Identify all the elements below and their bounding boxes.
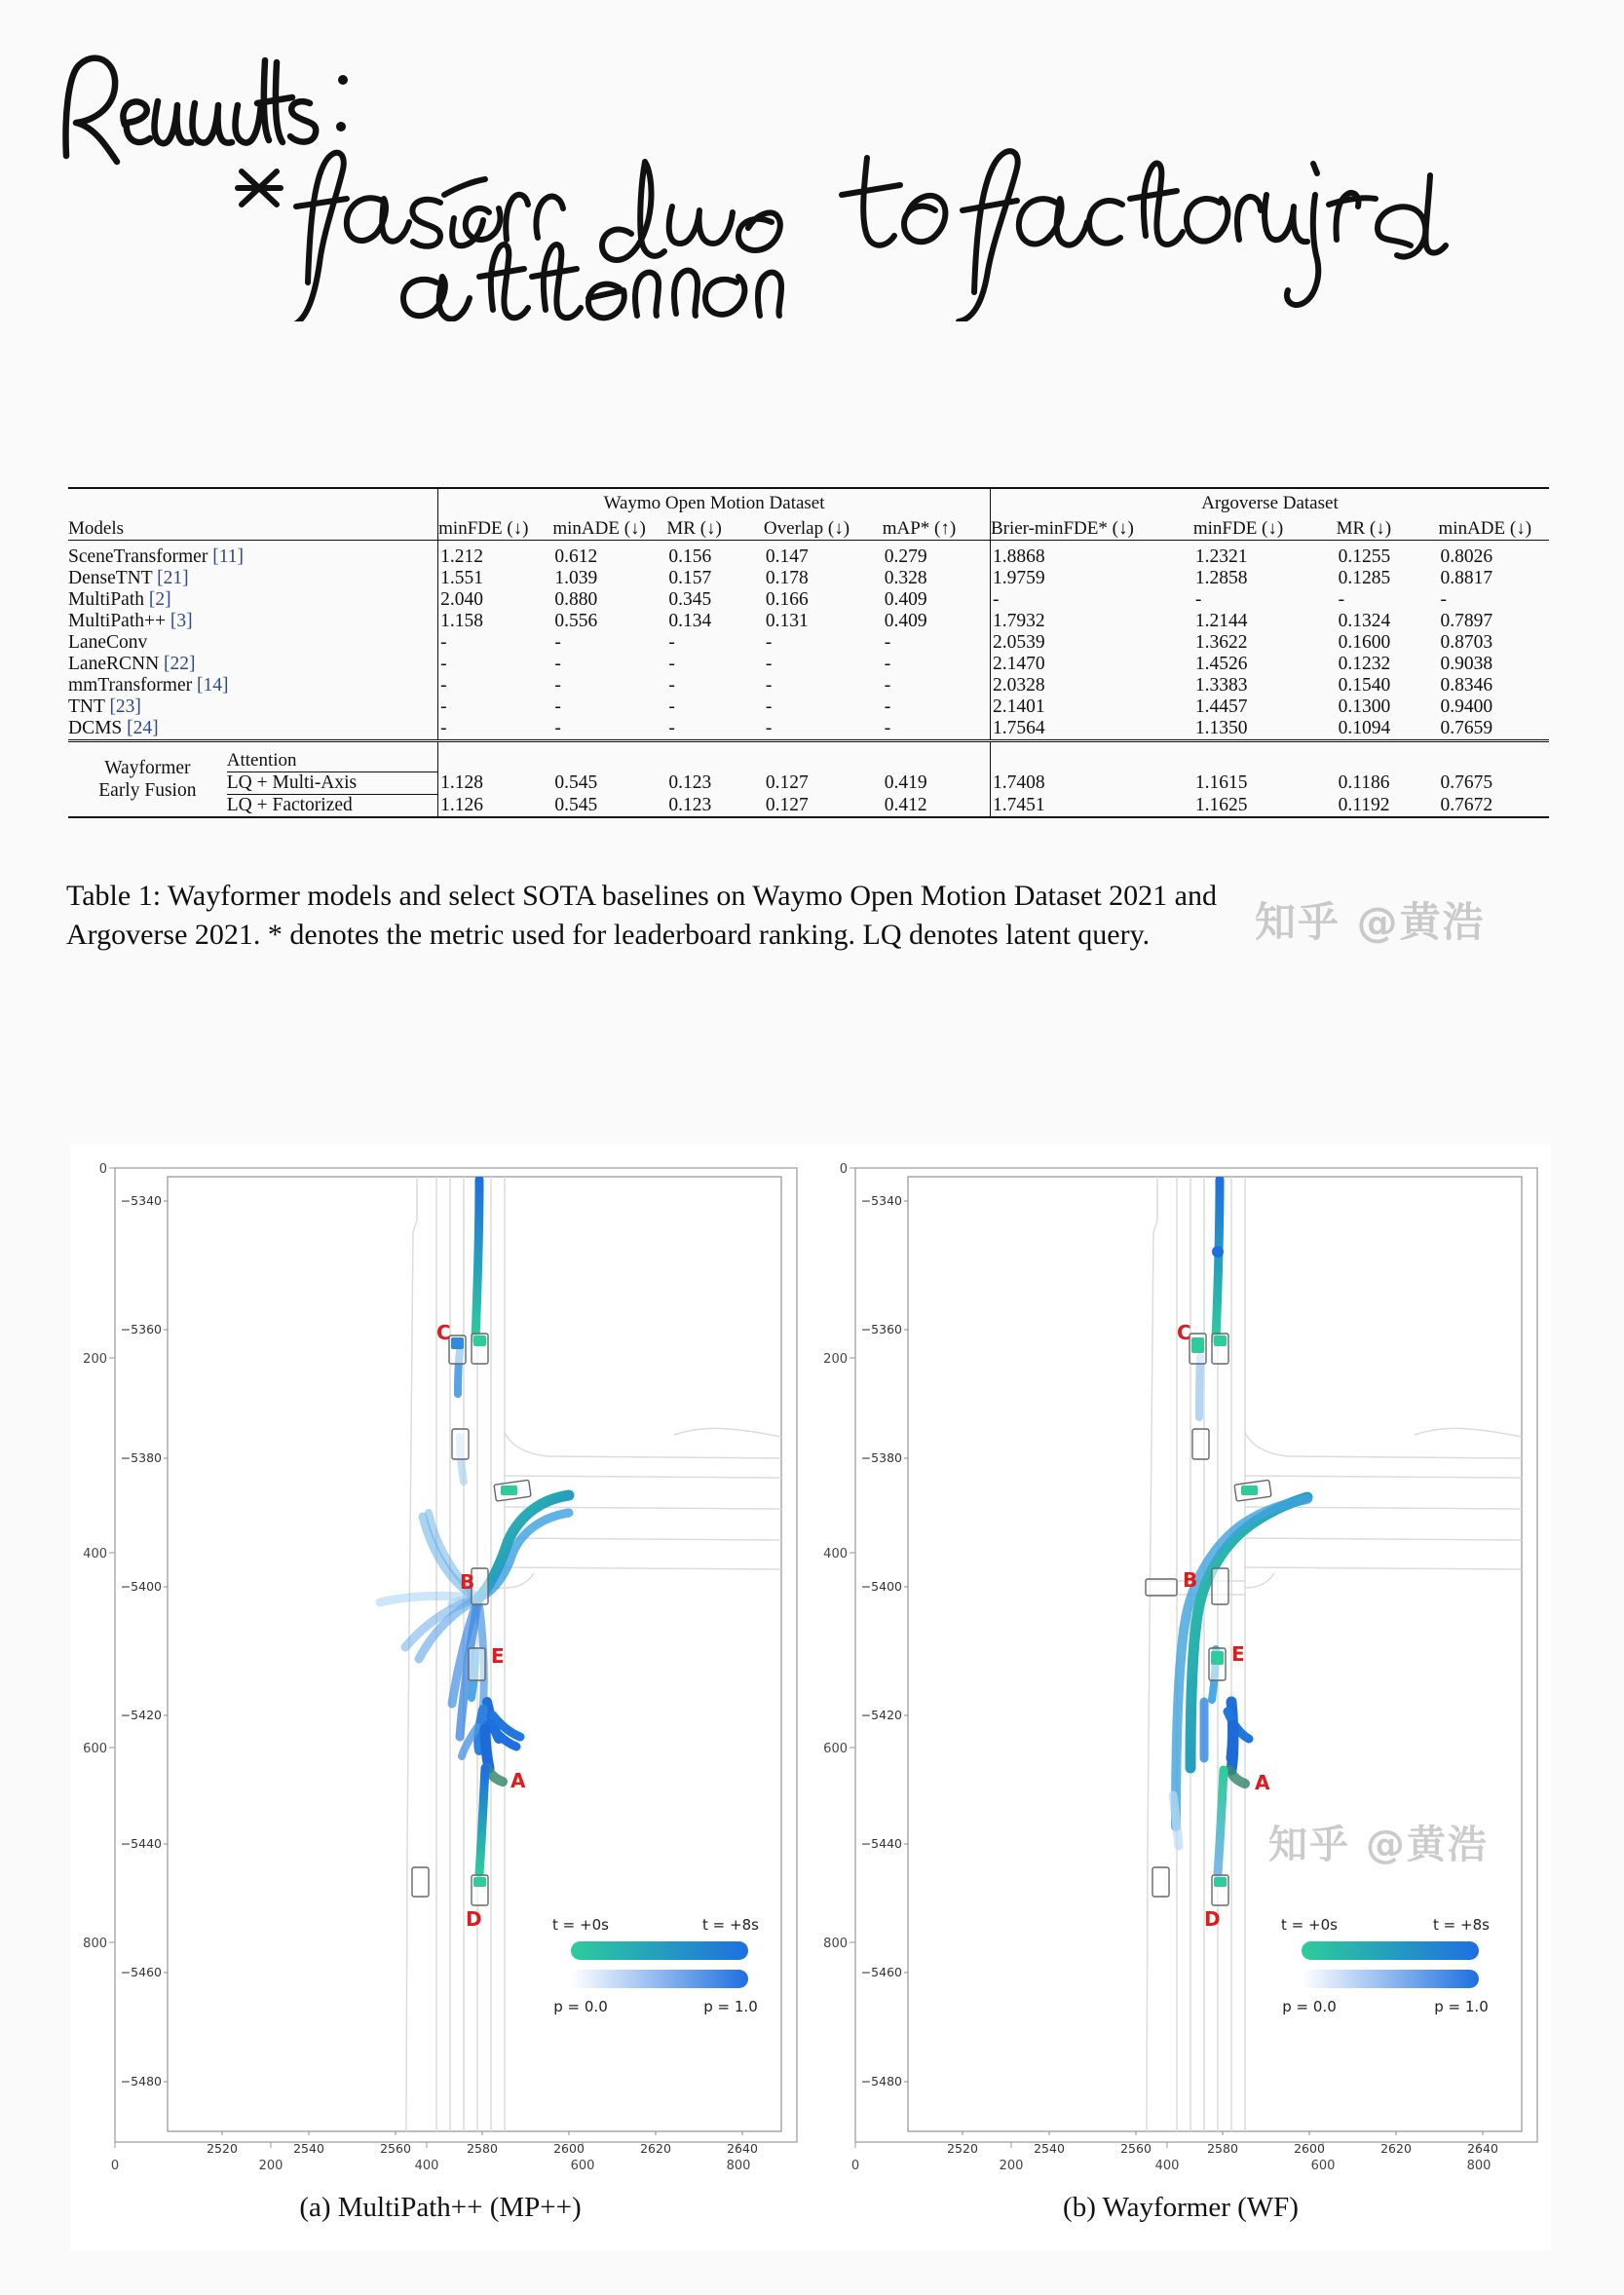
metric-cell: 0.328: [884, 568, 927, 588]
metric-cell: 0.134: [668, 611, 712, 631]
column-header-0: minFDE (↓): [438, 518, 553, 541]
metric-cell: 0.166: [765, 589, 809, 610]
metric-cell: -: [884, 675, 891, 696]
citation-ref[interactable]: [11]: [212, 546, 244, 567]
svg-text:200: 200: [83, 1352, 107, 1367]
spacer-cell: [764, 741, 883, 772]
svg-text:2620: 2620: [1380, 2141, 1412, 2156]
svg-text:−5340: −5340: [860, 1193, 902, 1208]
metric-cell: 1.4526: [1194, 654, 1248, 674]
svg-text:2520: 2520: [947, 2141, 978, 2156]
svg-text:p = 1.0: p = 1.0: [703, 1998, 758, 2015]
svg-text:2540: 2540: [293, 2141, 324, 2156]
svg-text:−5420: −5420: [120, 1708, 162, 1722]
metric-cell: 1.2144: [1194, 611, 1248, 631]
model-name-cell: DCMS [24]: [68, 718, 159, 738]
svg-text:2600: 2600: [553, 2141, 585, 2156]
metric-cell: 0.7659: [1440, 718, 1493, 738]
svg-text:p = 1.0: p = 1.0: [1434, 1998, 1489, 2015]
metric-cell: 2.1401: [990, 696, 1192, 718]
metric-cell: -: [554, 675, 561, 696]
metric-cell: -: [438, 696, 553, 718]
wayformer-name-line-1: Wayformer: [104, 758, 191, 778]
metric-cell: -: [554, 632, 561, 653]
metric-cell: 0.545: [554, 772, 598, 793]
metric-cell: 0.419: [884, 772, 927, 793]
svg-text:−5360: −5360: [860, 1322, 902, 1336]
table-wayformer-body: [68, 741, 1549, 825]
metric-cell: 2.040: [438, 589, 553, 611]
metric-cell: -: [765, 632, 773, 653]
metric-cell: 0.880: [554, 589, 598, 610]
spacer-cell: [1337, 741, 1439, 772]
metric-cell: 1.2858: [1194, 568, 1248, 588]
model-name-cell: MultiPath++ [3]: [68, 611, 193, 631]
svg-text:−5400: −5400: [860, 1579, 902, 1594]
svg-text:600: 600: [823, 1742, 848, 1756]
column-header-5: Brier-minFDE* (↓): [990, 518, 1192, 541]
metric-cell: -: [438, 675, 553, 696]
metric-cell: -: [765, 675, 773, 696]
svg-text:2580: 2580: [1207, 2141, 1238, 2156]
column-header-7: MR (↓): [1336, 518, 1392, 539]
table-row: [68, 589, 1549, 611]
agent-label-c: C: [1177, 1321, 1191, 1344]
agent-label-c: C: [436, 1321, 451, 1344]
agent-label-b: B: [1183, 1568, 1198, 1592]
agent-label-a: A: [1255, 1771, 1270, 1794]
table-caption: [66, 877, 1547, 954]
metric-cell: 0.1540: [1338, 675, 1391, 696]
agent-label-d: D: [466, 1907, 482, 1931]
results-table-container: [68, 487, 1549, 824]
attention-variant-label: LQ + Multi-Axis: [227, 772, 438, 795]
svg-text:2560: 2560: [380, 2141, 411, 2156]
table-row: [68, 541, 1549, 569]
metric-cell: 1.1615: [1194, 772, 1248, 793]
wayformer-variant-row: [68, 772, 1549, 795]
metric-cell: 1.158: [438, 611, 553, 632]
table-baseline-body: [68, 541, 1549, 741]
column-header-models: Models: [68, 518, 124, 539]
metric-cell: 0.1192: [1338, 794, 1390, 815]
svg-text:800: 800: [823, 1937, 848, 1951]
svg-text:−5400: −5400: [120, 1579, 162, 1594]
citation-ref[interactable]: [23]: [109, 696, 141, 717]
svg-text:−5380: −5380: [120, 1450, 162, 1465]
citation-ref[interactable]: [22]: [164, 654, 196, 674]
figure-panel-a: [70, 1145, 811, 2187]
agent-label-a: A: [510, 1769, 526, 1792]
metric-cell: 1.7564: [990, 718, 1192, 741]
table-row: [68, 654, 1549, 675]
svg-text:−5420: −5420: [860, 1708, 902, 1722]
svg-text:t = +8s: t = +8s: [1433, 1916, 1490, 1934]
metric-cell: 0.127: [765, 794, 809, 815]
svg-text:0: 0: [839, 1162, 848, 1177]
svg-text:0: 0: [110, 2159, 120, 2173]
svg-text:200: 200: [999, 2159, 1024, 2173]
metric-cell: -: [668, 632, 675, 653]
metric-cell: 0.9400: [1440, 696, 1493, 717]
metric-cell: -: [554, 696, 561, 717]
svg-text:400: 400: [1154, 2159, 1180, 2173]
metric-cell: -: [554, 654, 561, 674]
svg-text:200: 200: [258, 2159, 283, 2173]
metric-cell: 2.0539: [990, 632, 1192, 654]
metric-cell: 1.126: [438, 795, 553, 818]
column-header-4: mAP* (↑): [882, 518, 957, 539]
model-name-cell: LaneRCNN [22]: [68, 654, 196, 674]
metric-cell: 0.131: [765, 611, 809, 631]
metric-cell: 1.128: [438, 772, 553, 795]
model-name-cell: TNT [23]: [68, 696, 141, 717]
metric-cell: 0.7675: [1440, 772, 1493, 793]
svg-text:p = 0.0: p = 0.0: [1282, 1998, 1337, 2015]
metric-cell: 2.1470: [990, 654, 1192, 675]
metric-cell: 1.039: [554, 568, 598, 588]
svg-text:400: 400: [414, 2159, 439, 2173]
svg-text:t = +8s: t = +8s: [702, 1916, 759, 1934]
metric-cell: 0.1324: [1338, 611, 1391, 631]
metric-cell: 0.157: [668, 568, 712, 588]
spacer-cell: [883, 741, 991, 772]
model-name-cell: LaneConv: [68, 632, 148, 653]
table-row: [68, 696, 1549, 718]
metric-cell: 0.545: [554, 794, 598, 815]
metric-cell: 0.8817: [1440, 568, 1493, 588]
spacer-cell: [438, 741, 553, 772]
metric-cell: -: [990, 589, 1192, 611]
svg-text:400: 400: [823, 1547, 848, 1561]
attention-variant-label: LQ + Factorized: [226, 795, 353, 815]
wayformer-attention-header-row: [68, 741, 1549, 772]
figure-subcaption-a: (a) MultiPath++ (MP++): [299, 2192, 582, 2223]
watermark-top: 知乎 @黄浩: [1255, 898, 1486, 946]
metric-cell: 0.409: [884, 589, 927, 610]
citation-ref[interactable]: [3]: [170, 611, 193, 631]
metric-cell: -: [668, 718, 675, 738]
bottom-rule-cell: [68, 817, 1549, 824]
metric-cell: 0.1300: [1338, 696, 1391, 717]
table-row: [68, 675, 1549, 696]
metric-cell: 0.127: [765, 772, 809, 793]
spacer-cell: [552, 741, 666, 772]
metric-cell: 1.1625: [1194, 794, 1248, 815]
column-header-2: MR (↓): [666, 518, 722, 539]
agent-label-b: B: [460, 1570, 475, 1594]
svg-text:800: 800: [726, 2159, 751, 2173]
wayformer-name-line-2: Early Fusion: [98, 780, 197, 801]
metric-cell: 1.4457: [1194, 696, 1248, 717]
svg-text:−5480: −5480: [860, 2074, 902, 2088]
metric-cell: 1.2321: [1194, 546, 1248, 567]
metric-cell: 0.7672: [1440, 794, 1493, 815]
metric-cell: -: [884, 654, 891, 674]
figure-panel-b: [811, 1145, 1551, 2187]
metric-cell: -: [668, 675, 675, 696]
metric-cell: 0.8026: [1440, 546, 1493, 567]
table-caption-line-2: Argoverse 2021. * denotes the metric used for leaderboard ranking. LQ denotes latent query.: [66, 918, 1151, 951]
metric-cell: 0.556: [554, 611, 598, 631]
agent-label-d: D: [1204, 1907, 1221, 1931]
metric-cell: 0.1255: [1338, 546, 1391, 567]
wayformer-variant-row: [68, 795, 1549, 818]
metric-cell: 2.0328: [990, 675, 1192, 696]
svg-text:2640: 2640: [1467, 2141, 1498, 2156]
metric-cell: 1.3383: [1194, 675, 1248, 696]
metric-cell: 1.3622: [1194, 632, 1248, 653]
metric-cell: 0.7897: [1440, 611, 1493, 631]
metric-cell: -: [884, 696, 891, 717]
agent-label-e: E: [1231, 1642, 1245, 1666]
metric-cell: -: [884, 718, 891, 738]
metric-cell: 1.8868: [990, 541, 1192, 569]
metric-cell: 0.9038: [1440, 654, 1493, 674]
metric-cell: 1.1350: [1194, 718, 1248, 738]
svg-text:−5480: −5480: [120, 2074, 162, 2088]
svg-text:2560: 2560: [1120, 2141, 1152, 2156]
metric-cell: 0.345: [668, 589, 712, 610]
metric-cell: -: [1338, 589, 1345, 610]
metric-cell: 0.412: [884, 794, 927, 815]
metric-cell: 0.612: [554, 546, 598, 567]
watermark-bottom: 知乎 @黄浩: [1268, 1823, 1489, 1867]
svg-text:−5380: −5380: [860, 1450, 902, 1465]
metric-cell: 0.1285: [1338, 568, 1391, 588]
metric-cell: -: [1194, 589, 1202, 610]
metric-cell: -: [765, 654, 773, 674]
svg-text:−5460: −5460: [860, 1965, 902, 1979]
metric-cell: 1.7408: [990, 772, 1192, 795]
metric-cell: -: [884, 632, 891, 653]
svg-text:600: 600: [1310, 2159, 1336, 2173]
metric-cell: 0.8346: [1440, 675, 1493, 696]
svg-text:2540: 2540: [1034, 2141, 1065, 2156]
svg-text:2600: 2600: [1294, 2141, 1325, 2156]
attention-column-header: Attention: [227, 741, 438, 772]
column-header-8: minADE (↓): [1438, 518, 1532, 539]
metric-cell: 1.7451: [990, 795, 1192, 818]
metric-cell: 0.156: [668, 546, 712, 567]
svg-text:t = +0s: t = +0s: [552, 1916, 609, 1934]
metric-cell: 1.551: [438, 568, 553, 589]
svg-text:2580: 2580: [467, 2141, 498, 2156]
model-name-cell: DenseTNT [21]: [68, 568, 189, 588]
svg-text:0: 0: [850, 2159, 860, 2173]
model-name-cell: MultiPath [2]: [68, 589, 171, 610]
svg-text:−5360: −5360: [120, 1322, 162, 1336]
metric-cell: -: [438, 654, 553, 675]
svg-text:600: 600: [570, 2159, 595, 2173]
wayformer-model-name: [68, 741, 227, 818]
metric-cell: 0.409: [884, 611, 927, 631]
metric-cell: 0.123: [668, 794, 712, 815]
metric-cell: -: [1440, 589, 1448, 610]
model-name-cell: mmTransformer [14]: [68, 675, 229, 696]
metric-cell: -: [554, 718, 561, 738]
figure-subcaption-b: (b) Wayformer (WF): [1063, 2192, 1299, 2223]
metric-cell: 1.212: [438, 541, 553, 569]
metric-cell: 0.279: [884, 546, 927, 567]
results-table: [68, 487, 1549, 824]
agent-label-e: E: [491, 1644, 505, 1668]
svg-text:−5460: −5460: [120, 1965, 162, 1979]
group-header-argoverse: Argoverse Dataset: [990, 488, 1549, 518]
table-bottom-rule: [68, 817, 1549, 824]
column-header-6: minFDE (↓): [1192, 518, 1284, 539]
svg-text:−5340: −5340: [120, 1193, 162, 1208]
svg-text:−5440: −5440: [120, 1836, 162, 1851]
svg-text:800: 800: [83, 1937, 107, 1951]
spacer-cell: [666, 741, 764, 772]
metric-cell: -: [438, 718, 553, 741]
svg-text:2640: 2640: [727, 2141, 758, 2156]
metric-cell: -: [668, 696, 675, 717]
handwritten-annotation: [0, 0, 1624, 321]
metric-cell: 0.1600: [1338, 632, 1391, 653]
svg-text:p = 0.0: p = 0.0: [553, 1998, 608, 2015]
metric-cell: 0.8703: [1440, 632, 1493, 653]
column-header-1: minADE (↓): [552, 518, 646, 539]
svg-text:2620: 2620: [640, 2141, 671, 2156]
metric-cell: 0.1094: [1338, 718, 1391, 738]
citation-ref[interactable]: [21]: [157, 568, 189, 588]
metric-cell: 1.9759: [990, 568, 1192, 589]
spacer-cell: [1439, 741, 1549, 772]
table-row: [68, 568, 1549, 589]
metric-cell: 0.1232: [1338, 654, 1391, 674]
table-row: [68, 611, 1549, 632]
citation-ref[interactable]: [24]: [127, 718, 159, 738]
table-row: [68, 632, 1549, 654]
metric-cell: 0.178: [765, 568, 809, 588]
svg-text:200: 200: [823, 1352, 848, 1367]
spacer-cell: [1193, 741, 1337, 772]
svg-text:−5440: −5440: [860, 1836, 902, 1851]
metric-cell: -: [438, 632, 553, 654]
svg-text:0: 0: [98, 1162, 107, 1177]
svg-text:400: 400: [83, 1547, 107, 1561]
metric-cell: -: [765, 696, 773, 717]
table-row: [68, 718, 1549, 741]
table-group-header-row: [68, 488, 1549, 518]
metric-cell: 0.147: [765, 546, 809, 567]
citation-ref[interactable]: [14]: [196, 675, 229, 696]
figure-block: [70, 1145, 1551, 2250]
metric-cell: 0.123: [668, 772, 712, 793]
model-name-cell: SceneTransformer [11]: [68, 546, 244, 567]
metric-cell: -: [668, 654, 675, 674]
metric-cell: 1.7932: [990, 611, 1192, 632]
column-header-3: Overlap (↓): [763, 518, 850, 539]
group-header-waymo: Waymo Open Motion Dataset: [438, 488, 991, 518]
svg-text:2520: 2520: [207, 2141, 238, 2156]
table-column-header-row: [68, 518, 1549, 541]
metric-cell: 0.1186: [1338, 772, 1390, 793]
spacer-cell: [990, 741, 1192, 772]
svg-text:t = +0s: t = +0s: [1281, 1916, 1338, 1934]
citation-ref[interactable]: [2]: [148, 589, 171, 610]
metric-cell: -: [765, 718, 773, 738]
svg-text:800: 800: [1466, 2159, 1492, 2173]
svg-text:600: 600: [83, 1742, 107, 1756]
table-caption-line-1: Table 1: Wayformer models and select SOTA baselines on Waymo Open Motion Dataset 2021 and: [66, 880, 1217, 912]
